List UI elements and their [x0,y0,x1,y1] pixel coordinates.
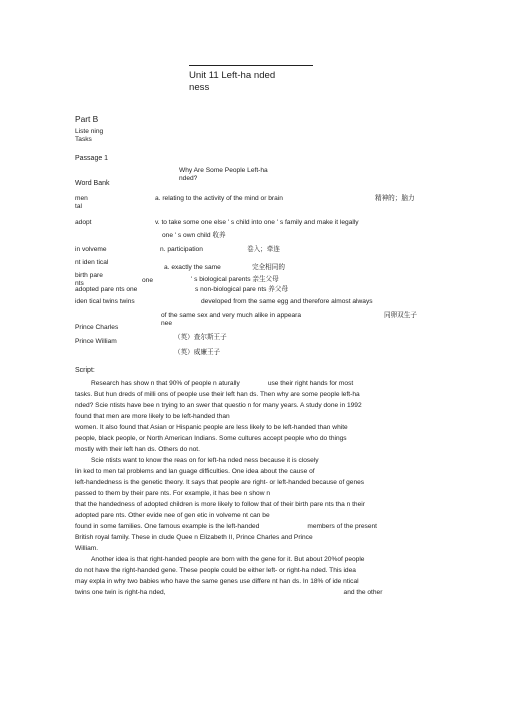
script-line: Another idea is that right-handed people are born with the gene for it. But about 20%of people [91,556,365,563]
script-paragraph-1 [75,378,433,455]
script-line: that the handedness of adopted children is more likely to follow that of their birth pare nts tha n their [75,501,365,508]
word-adopted-parents: adopted pare nts one [75,286,138,293]
word-identical: nt iden tical [75,259,109,266]
birth-parents-one: one [142,277,154,284]
script-line: British royal family. These in clude Quee n Elizabeth II, Prince Charles and Prince [75,534,313,541]
def-adopted-parents: s non-biological pare nts 养父母 [195,286,289,293]
script-line: adopted pare nts. Other evide nee of gen etic in volveme nt can be [75,512,270,519]
script-line: do not have the right-handed gene. These people could be either left- or right-ha nded. This idea [75,567,356,574]
script-paragraph-2 [75,455,433,554]
script-line: found that men are more likely to be left-handed than [75,413,230,420]
script-line: lin ked to men tal problems and lan guage difficulties. One idea about the cause of [75,468,315,475]
def-birth-parents: ' s biological parents 亲生父母 [191,276,279,283]
title-rule [189,65,313,66]
script-paragraph-3 [75,554,433,598]
cn-identical: 完全相同的 [252,264,285,271]
script-line: use their right hands for most [267,380,354,387]
word-involvement: in volveme [75,246,107,253]
script-line: people, black people, or North American Indians. Some cultures accept people who do things [75,435,347,442]
script-line: tasks. But hun dreds of milli ons of people use their left han ds. Then why are some people left-ha [75,391,360,398]
part-heading: Part B [75,114,99,124]
tasks-label-line2: Tasks [75,136,92,143]
script-line: Research has show n that 90% of people n aturally [91,380,240,387]
cn-prince-william: （英）威廉王子 [174,349,221,356]
def-mental: a. relating to the activity of the mind or brain [155,195,283,202]
cn-twins: 同卵双生子 [384,312,417,319]
word-adopt: adopt [75,219,92,226]
script-line: found in some families. One famous example is the left-handed [75,523,260,530]
script-line: left-handedness is the genetic theory. It says that people are right- or left-handed because of genes [75,479,365,486]
word-bank-heading: Word Bank [75,180,110,187]
def-twins-line3: nee [161,320,173,327]
script-line: William. [75,545,99,552]
script-line: members of the present [307,523,377,530]
def-identical: a. exactly the same [164,264,221,271]
def-adopt-line2: one ' s own child 收养 [162,232,226,239]
cn-mental: 精神的；脑力 [375,195,415,202]
script-line: and the other [343,589,383,596]
word-birth-parents-line1: birth pare [75,272,103,279]
script-line: women. It also found that Asian or Hispanic people are less likely to be left-handed than white [75,424,348,431]
passage-title-line2: nded? [179,175,198,182]
def-adopt-line1: v. to take some one else ' s child into one ' s family and make it legally [155,219,359,226]
def-involvement: n. participation [160,246,203,253]
tasks-label-line1: Liste ning [75,128,104,135]
word-identical-twins: iden tical twins twins [75,298,135,305]
script-line: passed to them by their pare nts. For example, it has bee n show n [75,490,270,497]
unit-title-line2: ness [189,82,210,93]
def-twins-line1: developed from the same egg and therefore almost always [201,298,373,305]
passage-title-line1: Why Are Some People Left-ha [179,167,268,174]
script-line: may expla in why two babies who have the same genes use differe nt han ds. In 18% of ide ntical [75,578,359,585]
word-prince-charles: Prince Charles [75,324,119,331]
word-mental-line2: tal [75,203,82,210]
script-line: Scie ntists want to know the reas on for left-ha nded ness because it is closely [91,457,319,464]
script-label: Script: [75,367,95,374]
script-line: nded? Scie ntists have bee n trying to an swer that questio n for many years. A study done in 1992 [75,402,362,409]
script-line: twins one twin is right-ha nded, [75,589,166,596]
word-birth-parents-line2: nts [75,280,84,287]
word-prince-william: Prince William [75,338,117,345]
passage-heading: Passage 1 [75,155,109,162]
script-line: mostly with their left han ds. Others do not. [75,446,200,453]
cn-prince-charles: （英）查尔斯王子 [174,334,227,341]
def-twins-line2: of the same sex and very much alike in appeara [161,312,302,319]
unit-title-line1: Unit 11 Left-ha nded [189,70,276,81]
cn-involvement: 卷入；牵连 [247,246,280,253]
word-mental-line1: men [75,195,88,202]
